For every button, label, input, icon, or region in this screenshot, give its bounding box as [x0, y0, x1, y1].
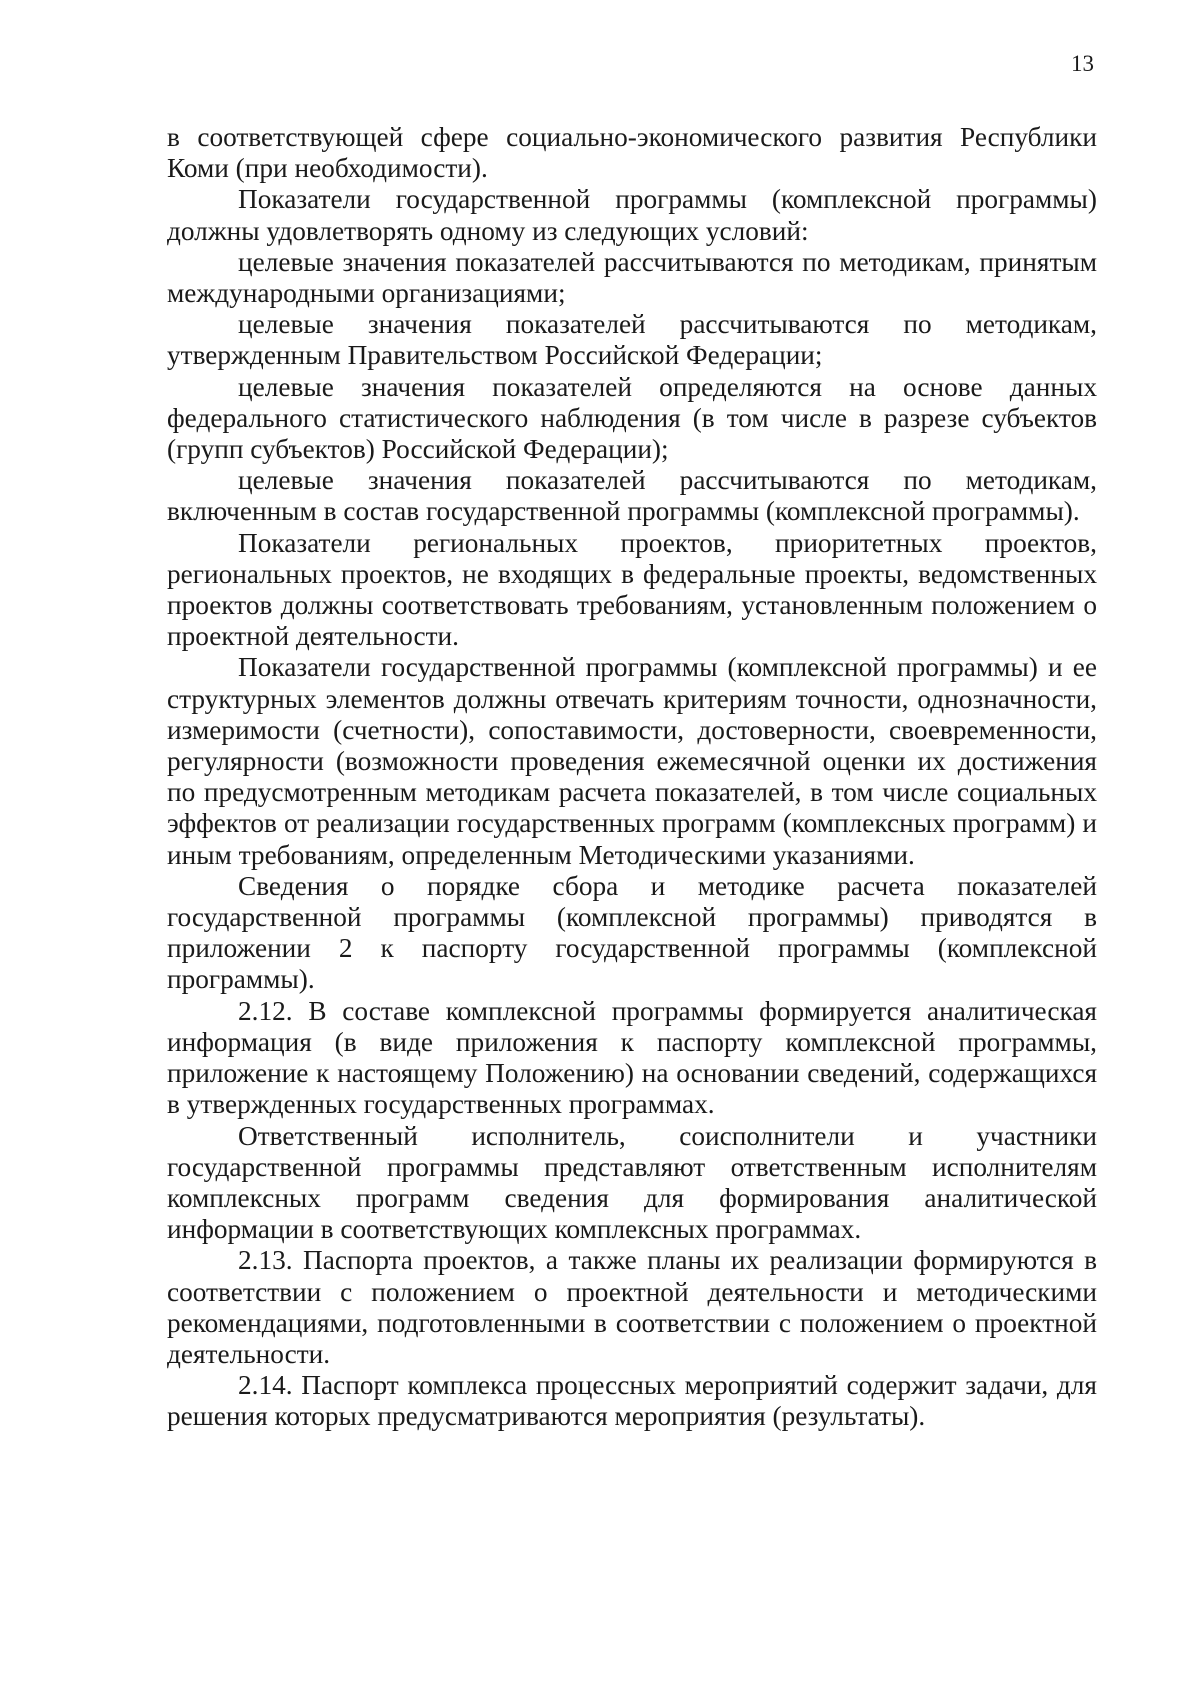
paragraph-responsible-executor: Ответственный исполнитель, соисполнители и участники государственной программы представляют ответственным исполнителям комплексных программ сведения для формирования аналитической информации в соответствующих комплексных программах.	[167, 1120, 1097, 1245]
document-body	[167, 122, 1097, 1433]
paragraph-continuation: в соответствующей сфере социально-экономического развития Республики Коми (при необходимости).	[167, 122, 1097, 184]
paragraph-condition-program-methods: целевые значения показателей рассчитываются по методикам, включенным в состав государственной программы (комплексной программы).	[167, 465, 1097, 527]
paragraph-condition-government: целевые значения показателей рассчитываются по методикам, утвержденным Правительством Российской Федерации;	[167, 309, 1097, 371]
paragraph-indicator-info: Сведения о порядке сбора и методике расчета показателей государственной программы (комплексной программы) приводятся в приложении 2 к паспорту государственной программы (комплексной программы).	[167, 870, 1097, 995]
paragraph-condition-international: целевые значения показателей рассчитываются по методикам, принятым международными организациями;	[167, 246, 1097, 309]
paragraph-project-indicators: Показатели региональных проектов, приоритетных проектов, региональных проектов, не входящих в федеральные проекты, ведомственных проектов должны соответствовать требованиям, установленным положением о проектной деятельности.	[167, 527, 1097, 652]
paragraph-indicator-criteria: Показатели государственной программы (комплексной программы) и ее структурных элементов должны отвечать критериям точности, однозначности, измеримости (счетности), сопоставимости, достоверности, своевременности, регулярности (возможности проведения ежемесячной оценки их достижения по предусмотренным методикам расчета показателей, в том числе социальных эффектов от реализации государственных программ (комплексных программ) и иным требованиям, определенным Методическими указаниями.	[167, 652, 1097, 870]
paragraph-2-13: 2.13. Паспорта проектов, а также планы их реализации формируются в соответствии с положением о проектной деятельности и методическими рекомендациями, подготовленными в соответствии с положением о проектной деятельности.	[167, 1245, 1097, 1369]
paragraph-condition-statistics: целевые значения показателей определяются на основе данных федерального статистического наблюдения (в том числе в разрезе субъектов (групп субъектов) Российской Федерации);	[167, 371, 1097, 465]
paragraph-2-14: 2.14. Паспорт комплекса процессных мероприятий содержит задачи, для решения которых предусматриваются мероприятия (результаты).	[167, 1370, 1097, 1432]
paragraph-2-12: 2.12. В составе комплексной программы формируется аналитическая информация (в виде приложения к паспорту комплексной программы, приложение к настоящему Положению) на основании сведений, содержащихся в утвержденных государственных программах.	[167, 995, 1097, 1120]
page-number: 13	[1071, 51, 1094, 76]
paragraph-indicators-conditions: Показатели государственной программы (комплексной программы) должны удовлетворять одному из следующих условий:	[167, 184, 1097, 246]
